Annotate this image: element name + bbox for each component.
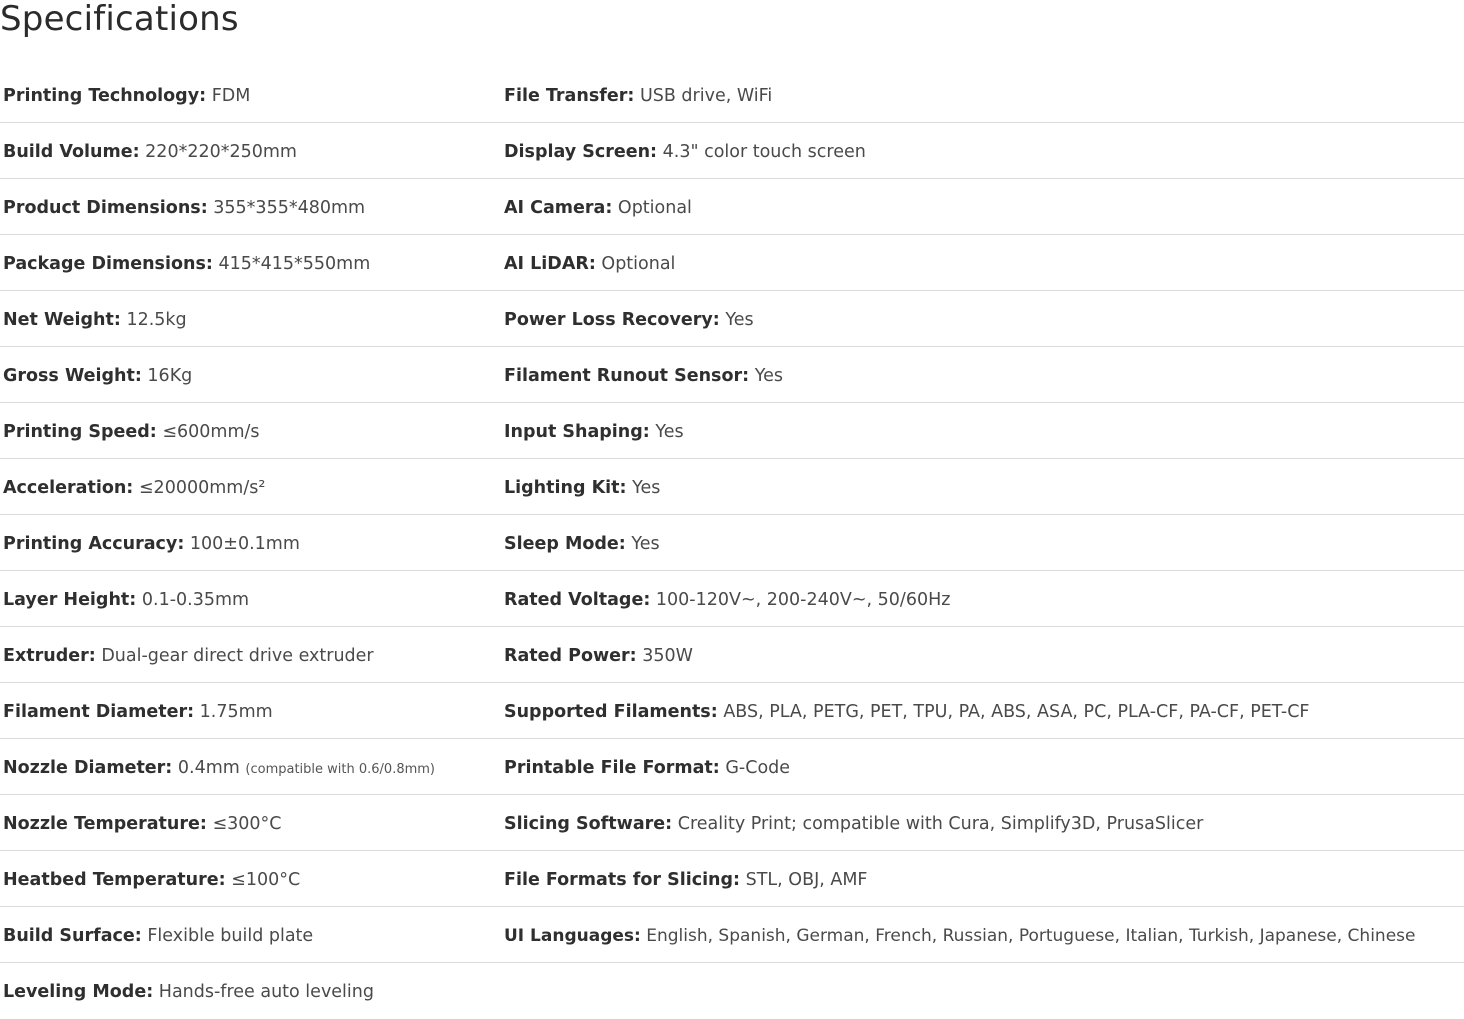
spec-value: English, Spanish, German, French, Russian, Portuguese, Italian, Turkish, Japanese, Chinese — [646, 926, 1416, 946]
spec-row — [0, 123, 1464, 179]
spec-value: 0.1-0.35mm — [141, 590, 250, 610]
spec-item — [504, 364, 783, 388]
spec-label: Sleep Mode: — [504, 534, 626, 554]
spec-label: Lighting Kit: — [504, 478, 627, 498]
spec-table — [0, 67, 1464, 1019]
spec-value: Optional — [601, 254, 676, 274]
spec-value: 415*415*550mm — [218, 254, 371, 274]
spec-value: 12.5kg — [126, 310, 187, 330]
spec-label: Printing Technology: — [3, 86, 207, 106]
spec-item — [3, 644, 374, 668]
spec-value: Hands-free auto leveling — [158, 982, 374, 1002]
spec-item — [504, 700, 1310, 724]
spec-value: ≤20000mm/s² — [138, 478, 266, 498]
spec-item — [3, 924, 313, 948]
spec-label: Acceleration: — [3, 478, 134, 498]
spec-row — [0, 571, 1464, 627]
spec-item — [504, 140, 866, 164]
spec-value: ABS, PLA, PETG, PET, TPU, PA, ABS, ASA, PC, PLA-CF, PA-CF, PET-CF — [723, 702, 1310, 722]
spec-row — [0, 907, 1464, 963]
spec-value: 100-120V~, 200-240V~, 50/60Hz — [655, 590, 951, 610]
spec-item — [3, 308, 187, 332]
spec-value: Yes — [725, 310, 754, 330]
spec-label: Display Screen: — [504, 142, 658, 162]
spec-item — [3, 420, 260, 444]
spec-value: ≤600mm/s — [162, 422, 260, 442]
spec-item — [504, 756, 790, 780]
spec-label: Build Surface: — [3, 926, 142, 946]
spec-label: Printable File Format: — [504, 758, 720, 778]
spec-row — [0, 67, 1464, 123]
spec-item — [3, 868, 300, 892]
spec-value: 0.4mm — [177, 758, 240, 778]
spec-value: 1.75mm — [199, 702, 273, 722]
spec-label: Package Dimensions: — [3, 254, 213, 274]
spec-row — [0, 235, 1464, 291]
spec-value: ≤100°C — [231, 870, 301, 890]
spec-value: Dual-gear direct drive extruder — [101, 646, 374, 666]
spec-label: Power Loss Recovery: — [504, 310, 720, 330]
spec-item — [504, 868, 868, 892]
spec-value: FDM — [211, 86, 251, 106]
spec-value: STL, OBJ, AMF — [745, 870, 868, 890]
spec-value: 220*220*250mm — [145, 142, 297, 162]
spec-item — [504, 252, 675, 276]
spec-row — [0, 515, 1464, 571]
spec-label: Rated Power: — [504, 646, 637, 666]
spec-label: File Formats for Slicing: — [504, 870, 741, 890]
spec-value: Flexible build plate — [147, 926, 314, 946]
spec-note: (compatible with 0.6/0.8mm) — [245, 762, 436, 777]
spec-value: ≤300°C — [212, 814, 282, 834]
spec-item — [504, 924, 1415, 948]
spec-item — [3, 756, 435, 782]
spec-item — [3, 140, 297, 164]
spec-row — [0, 795, 1464, 851]
spec-item — [3, 812, 282, 836]
spec-item — [504, 476, 660, 500]
spec-label: Printing Speed: — [3, 422, 157, 442]
spec-value: Optional — [617, 198, 692, 218]
spec-row — [0, 179, 1464, 235]
spec-item — [3, 84, 250, 108]
spec-row — [0, 403, 1464, 459]
spec-value: Yes — [632, 478, 661, 498]
spec-label: Printing Accuracy: — [3, 534, 185, 554]
spec-item — [504, 420, 684, 444]
spec-item — [3, 532, 300, 556]
spec-item — [504, 532, 660, 556]
spec-value: USB drive, WiFi — [639, 86, 773, 106]
spec-item — [504, 84, 772, 108]
spec-row — [0, 347, 1464, 403]
spec-value: 355*355*480mm — [213, 198, 366, 218]
spec-label: Supported Filaments: — [504, 702, 718, 722]
spec-label: Heatbed Temperature: — [3, 870, 226, 890]
spec-label: AI Camera: — [504, 198, 613, 218]
spec-value: G-Code — [725, 758, 791, 778]
spec-label: Nozzle Diameter: — [3, 758, 173, 778]
spec-item — [504, 812, 1203, 836]
spec-label: UI Languages: — [504, 926, 641, 946]
spec-label: Nozzle Temperature: — [3, 814, 207, 834]
spec-value: Yes — [655, 422, 684, 442]
spec-value: 4.3" color touch screen — [662, 142, 866, 162]
spec-label: Rated Voltage: — [504, 590, 651, 610]
spec-item — [3, 980, 374, 1004]
spec-row — [0, 627, 1464, 683]
spec-item — [3, 252, 370, 276]
spec-row — [0, 683, 1464, 739]
spec-label: Extruder: — [3, 646, 96, 666]
spec-row — [0, 963, 1464, 1019]
spec-row — [0, 459, 1464, 515]
spec-label: Build Volume: — [3, 142, 140, 162]
spec-item — [3, 364, 192, 388]
spec-label: Leveling Mode: — [3, 982, 154, 1002]
spec-item — [3, 476, 265, 500]
spec-label: Product Dimensions: — [3, 198, 208, 218]
spec-label: Filament Runout Sensor: — [504, 366, 750, 386]
spec-item — [3, 196, 365, 220]
spec-label: Slicing Software: — [504, 814, 673, 834]
spec-label: File Transfer: — [504, 86, 635, 106]
spec-item — [504, 196, 692, 220]
page-title: Specifications — [0, 0, 239, 39]
spec-item — [3, 588, 249, 612]
spec-row — [0, 739, 1464, 795]
spec-item — [504, 644, 693, 668]
spec-value: Creality Print; compatible with Cura, Simplify3D, PrusaSlicer — [677, 814, 1204, 834]
spec-label: AI LiDAR: — [504, 254, 596, 274]
spec-value: 16Kg — [147, 366, 193, 386]
spec-item — [3, 700, 273, 724]
spec-value: Yes — [631, 534, 660, 554]
spec-value: 100±0.1mm — [189, 534, 300, 554]
spec-label: Gross Weight: — [3, 366, 142, 386]
spec-label: Filament Diameter: — [3, 702, 195, 722]
spec-item — [504, 308, 754, 332]
spec-row — [0, 291, 1464, 347]
spec-value: 350W — [642, 646, 693, 666]
spec-label: Input Shaping: — [504, 422, 650, 442]
spec-row — [0, 851, 1464, 907]
spec-label: Net Weight: — [3, 310, 121, 330]
spec-value: Yes — [754, 366, 783, 386]
spec-label: Layer Height: — [3, 590, 137, 610]
spec-item — [504, 588, 950, 612]
